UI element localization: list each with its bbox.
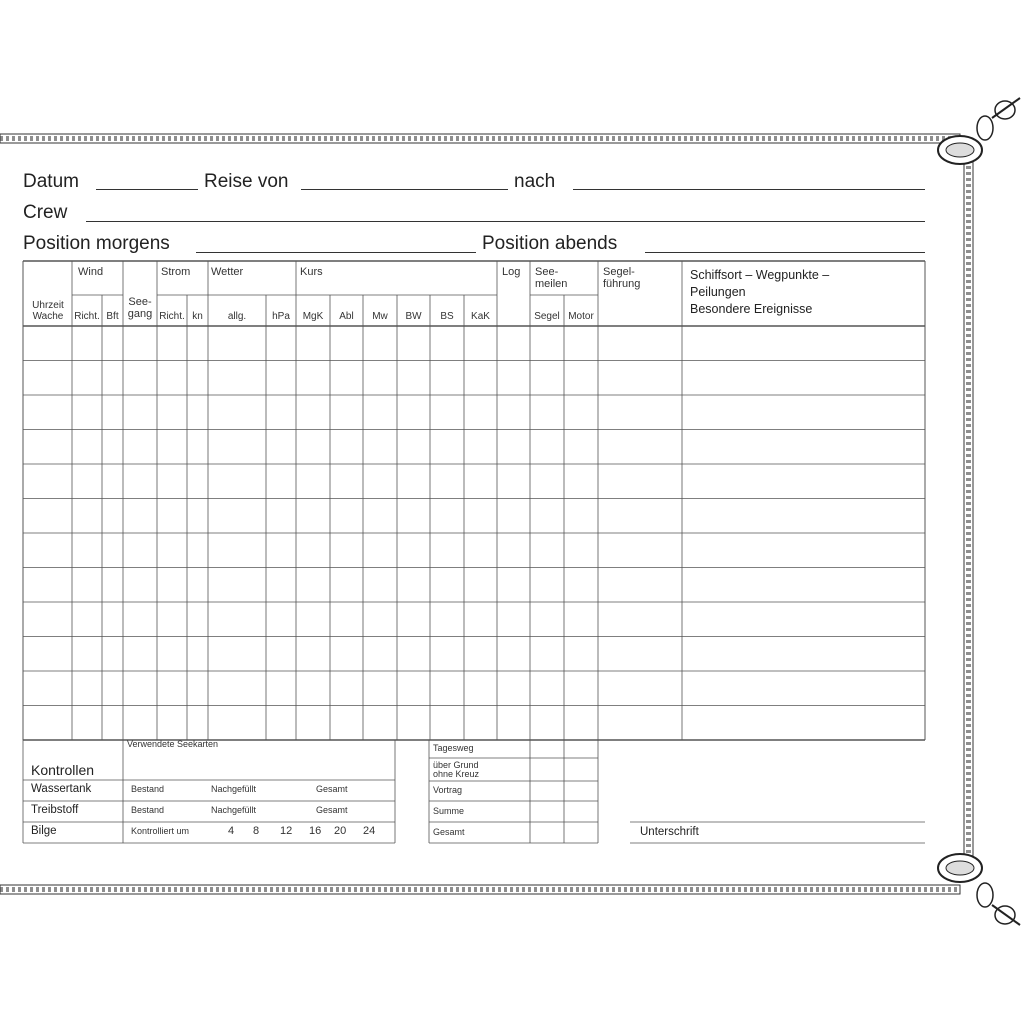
position-abends-label: Position abends (482, 233, 618, 254)
hour-4: 4 (228, 825, 235, 837)
wassertank-gesamt: Gesamt (316, 784, 348, 794)
treibstoff-nachgefuellt: Nachgefüllt (211, 805, 257, 815)
hour-16: 16 (309, 825, 322, 837)
col-wetter: Wetter (211, 266, 244, 278)
treibstoff-gesamt: Gesamt (316, 805, 348, 815)
col-strom-kn: kn (192, 311, 203, 322)
datum-label: Datum (23, 171, 79, 192)
col-kurs: Kurs (300, 266, 323, 278)
col-kurs-mgk: MgK (302, 311, 324, 322)
position-morgens-label: Position morgens (23, 233, 170, 254)
col-wetter-hpa: hPa (272, 311, 290, 322)
col-kurs-bw: BW (405, 311, 422, 322)
hour-24: 24 (363, 825, 376, 837)
col-seemeilen: See- meilen (535, 266, 568, 291)
col-segelfuehrung: Segel- führung (603, 266, 641, 291)
hour-8: 8 (253, 825, 260, 837)
col-kurs-mw: Mw (372, 311, 388, 322)
col-wind-bft: Bft (106, 311, 119, 322)
col-wetter-allg: allg. (227, 311, 247, 322)
col-sm-motor: Motor (568, 311, 594, 322)
col-kurs-bs: BS (440, 311, 454, 322)
seekarten-label: Verwendete Seekarten (127, 739, 219, 749)
col-sm-segel: Segel (534, 311, 560, 322)
wassertank-nachgefuellt: Nachgefüllt (211, 784, 257, 794)
treibstoff-label: Treibstoff (31, 804, 79, 816)
crew-label: Crew (23, 202, 68, 223)
col-strom: Strom (161, 266, 191, 278)
nach-label: nach (514, 171, 556, 192)
hour-20: 20 (334, 825, 347, 837)
reise-von-label: Reise von (204, 171, 289, 192)
col-schiffsort: Schiffsort – Wegpunkte – Peilungen Besondere Ereignisse (690, 268, 830, 316)
col-uhrzeit-wache: Uhrzeit Wache (32, 300, 64, 322)
kontrollen-title: Kontrollen (31, 762, 95, 778)
kontrolliert-um-label: Kontrolliert um (131, 826, 190, 836)
wassertank-bestand: Bestand (131, 784, 165, 794)
col-wind-richt: Richt. (74, 311, 100, 322)
tagesweg-label: Tagesweg (433, 743, 474, 753)
col-kurs-kak: KaK (471, 311, 490, 322)
wassertank-label: Wassertank (31, 783, 92, 795)
col-kurs-abl: Abl (339, 311, 354, 322)
col-wind: Wind (78, 266, 104, 278)
vortrag-label: Vortrag (433, 785, 463, 795)
ueber-grund-label: über Grund ohne Kreuz (433, 760, 480, 780)
unterschrift-label: Unterschrift (640, 826, 699, 838)
gesamt-label: Gesamt (433, 827, 465, 837)
summe-label: Summe (433, 806, 465, 816)
col-seegang: See- gang (127, 296, 153, 321)
hour-12: 12 (280, 825, 293, 837)
bilge-label: Bilge (31, 825, 57, 837)
col-log: Log (502, 266, 521, 278)
treibstoff-bestand: Bestand (131, 805, 165, 815)
col-strom-richt: Richt. (159, 311, 185, 322)
